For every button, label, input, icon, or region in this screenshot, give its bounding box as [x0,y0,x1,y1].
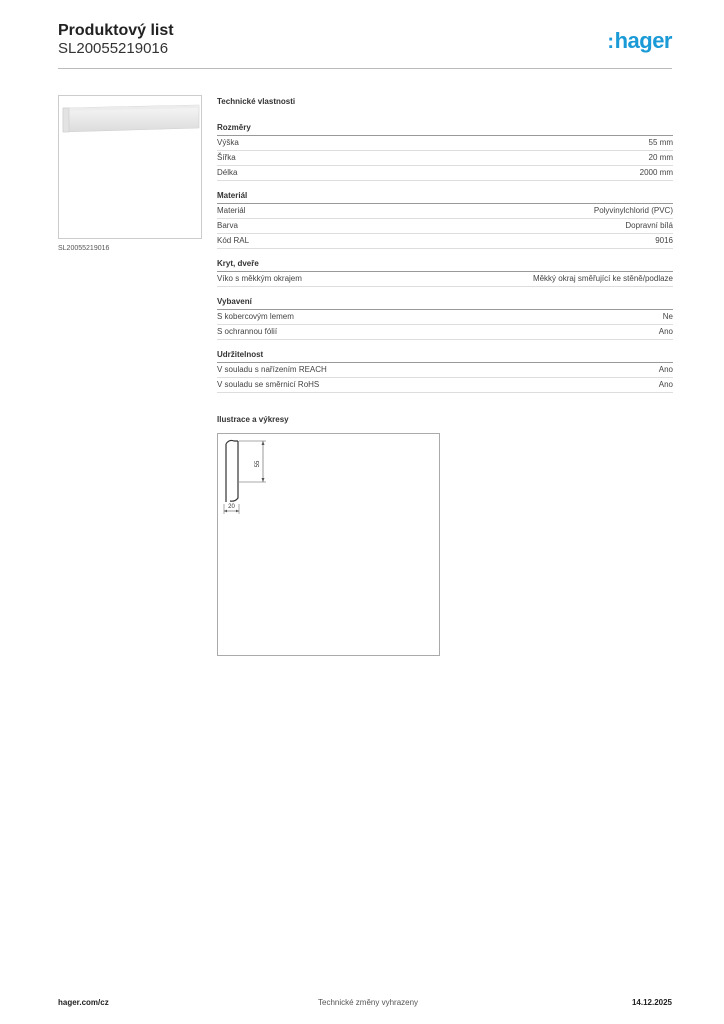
specs-title: Technické vlastnosti [217,97,296,106]
cable-duct-cover-image [59,96,201,238]
spec-label: S ochrannou fólií [217,327,278,336]
spec-row-height [217,136,673,151]
spec-value: Ano [658,365,673,374]
spec-row-color [217,219,673,234]
spec-label: Barva [217,221,238,230]
footer-website: hager.com/cz [58,998,109,1007]
technical-drawing [218,434,439,655]
spec-row-soft-edge [217,272,673,287]
spec-value: 20 mm [648,153,673,162]
section-title: Materiál [217,191,673,204]
spec-label: Délka [217,168,238,177]
spec-value: 9016 [655,236,673,245]
dimension-arrow [262,478,265,482]
footer-notice: Technické změny vyhrazeny [318,998,419,1007]
technical-drawing-box [217,433,440,656]
spec-value: 55 mm [648,138,673,147]
spec-row-reach [217,363,673,378]
section-title: Rozměry [217,123,673,136]
product-image [58,95,202,239]
spec-row-rohs [217,378,673,393]
spec-value: Polyvinylchlorid (PVC) [593,206,673,215]
spec-value: Dopravní bílá [625,221,673,230]
spec-label: Víko s měkkým okrajem [217,274,302,283]
section-sustainability [217,350,673,393]
spec-label: Výška [217,138,239,147]
profile-outline [226,440,238,502]
spec-label: V souladu s nařízením REACH [217,365,327,374]
profile-outline-inner [230,441,238,501]
spec-row-carpet-edge [217,310,673,325]
section-cover [217,259,673,287]
spec-label: Kód RAL [217,236,250,245]
spec-value: Ne [662,312,673,321]
hager-logo [607,28,672,54]
section-dimensions [217,123,673,181]
spec-label: S kobercovým lemem [217,312,294,321]
section-title: Udržitelnost [217,350,673,363]
product-code: SL20055219016 [58,40,169,57]
spec-value: Ano [658,380,673,389]
section-title: Vybavení [217,297,673,310]
spec-row-material [217,204,673,219]
logo-colon: : [607,31,614,53]
footer-date: 14.12.2025 [631,998,672,1007]
spec-row-ral [217,234,673,249]
page-title: Produktový list [58,22,174,39]
dimension-label-height: 55 [255,460,261,468]
section-title: Kryt, dveře [217,259,673,272]
header-divider [58,68,672,69]
spec-row-width [217,151,673,166]
spec-value: Měkký okraj směřující ke stěně/podlaze [532,274,673,283]
product-image-caption: SL20055219016 [58,245,110,252]
spec-label: Šířka [217,153,236,162]
dimension-arrow [224,510,227,513]
dimension-arrow [236,510,239,513]
section-equipment [217,297,673,340]
spec-value: Ano [658,327,673,336]
technical-specs [217,97,673,403]
illustrations-title: Ilustrace a výkresy [217,415,289,424]
spec-value: 2000 mm [639,168,673,177]
logo-text: hager [614,28,672,53]
section-material [217,191,673,249]
dimension-label-width: 20 [228,504,235,510]
spec-row-protective-foil [217,325,673,340]
spec-label: Materiál [217,206,246,215]
spec-label: V souladu se směrnicí RoHS [217,380,320,389]
spec-row-length [217,166,673,181]
dimension-arrow [262,441,265,445]
